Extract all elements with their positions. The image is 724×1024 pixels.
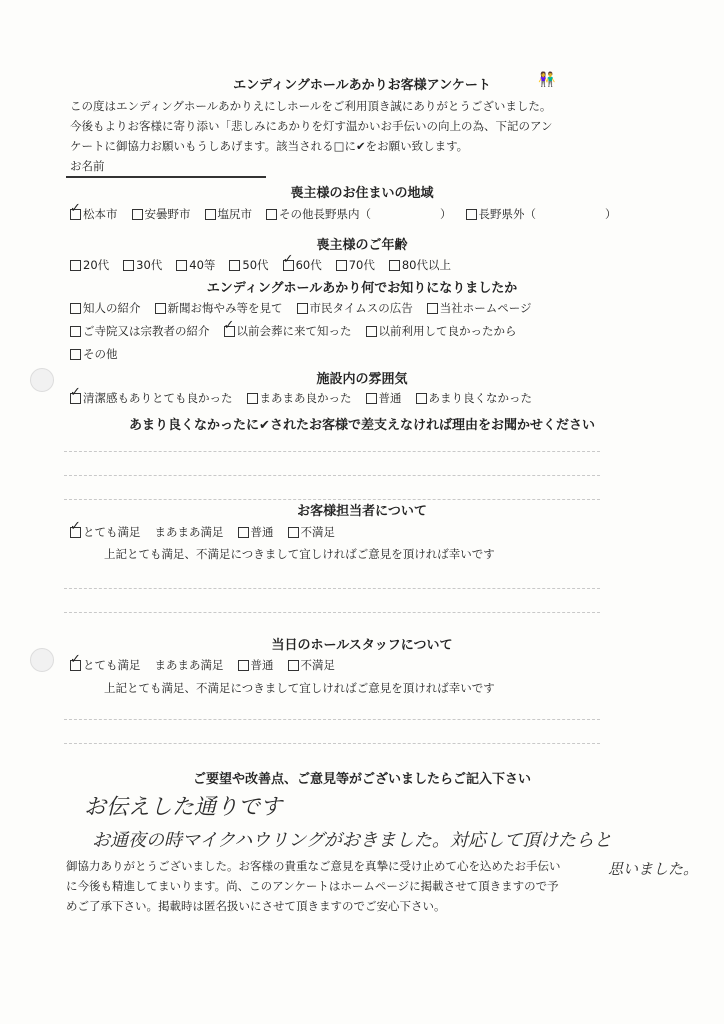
q5-option[interactable]	[155, 524, 224, 540]
q6-options	[70, 657, 349, 673]
option-label: とても満足	[83, 658, 141, 672]
name-label: お名前	[70, 159, 105, 173]
intro-line: この度はエンディングホールあかりえにしホールをご利用頂き誠にありがとうございました。	[70, 99, 552, 113]
q3-option[interactable]	[224, 323, 352, 339]
checkbox[interactable]	[70, 660, 81, 671]
q2-option[interactable]	[176, 257, 215, 273]
handwritten-comment-2: お通夜の時マイクハウリングがおきました。対応して頂けたらと	[92, 830, 612, 851]
q3-option[interactable]	[70, 300, 141, 316]
checkbox[interactable]	[336, 260, 347, 271]
option-label: 市民タイムスの広告	[309, 301, 413, 315]
checkbox[interactable]	[283, 260, 294, 271]
q5-option[interactable]	[70, 524, 141, 540]
checkbox[interactable]	[288, 527, 299, 538]
checkbox[interactable]	[427, 303, 438, 314]
checkbox[interactable]	[238, 527, 249, 538]
checkbox[interactable]	[70, 209, 81, 220]
q5-option[interactable]	[288, 524, 336, 540]
q3-option[interactable]	[366, 323, 517, 339]
q1-heading: 喪主様のお住まいの地域	[290, 186, 434, 201]
checkbox[interactable]	[70, 260, 81, 271]
intro-line: ケートに御協力お願いもうしあげます。該当される□に✔をお願い致します。	[70, 139, 469, 153]
option-label: 長野県外（ ）	[478, 207, 617, 221]
option-label: 80代以上	[401, 258, 451, 272]
checkbox[interactable]	[247, 393, 258, 404]
checkbox[interactable]	[123, 260, 134, 271]
q1-option[interactable]	[70, 206, 118, 222]
checkbox[interactable]	[70, 349, 81, 360]
option-label: 不満足	[300, 658, 335, 672]
q2-option[interactable]	[283, 257, 322, 273]
q5-options	[70, 524, 349, 540]
checkbox[interactable]	[238, 660, 249, 671]
q4-option[interactable]	[247, 390, 352, 406]
option-label: その他	[83, 347, 118, 361]
q3-option[interactable]	[297, 300, 413, 316]
checkbox[interactable]	[288, 660, 299, 671]
answer-line[interactable]	[64, 588, 600, 589]
q1-option[interactable]	[266, 206, 452, 222]
checkbox[interactable]	[205, 209, 216, 220]
intro-text	[70, 96, 670, 156]
q1-option[interactable]	[132, 206, 191, 222]
q5-heading: お客様担当者について	[297, 504, 427, 519]
q1-option[interactable]	[205, 206, 253, 222]
q5-followup: 上記とても満足、不満足につきまして宜しければご意見を頂ければ幸いです	[104, 547, 495, 561]
option-label: 40等	[189, 258, 216, 272]
handwritten-comment-3: 思いました。	[608, 860, 699, 878]
q7-heading: ご要望や改善点、ご意見等がございましたらご記入下さい	[192, 772, 531, 787]
option-label: まあまあ満足	[154, 525, 224, 539]
closing-line: に今後も精進してまいります。尚、このアンケートはホームページに掲載させて頂きますので予	[66, 879, 559, 893]
checkbox[interactable]	[389, 260, 400, 271]
answer-line[interactable]	[64, 719, 600, 720]
answer-line[interactable]	[64, 451, 600, 452]
q2-options	[70, 257, 465, 273]
option-label: あまり良くなかった	[428, 391, 532, 405]
closing-line: 御協力ありがとうございました。お客様の貴重なご意見を真摯に受け止めて心を込めたお手伝い	[66, 859, 561, 873]
q4-followup: あまり良くなかったに✔されたお客様で差支えなければ理由をお聞かせください	[129, 418, 595, 433]
q3-option[interactable]	[155, 300, 283, 316]
checkbox[interactable]	[266, 209, 277, 220]
answer-line[interactable]	[64, 743, 600, 744]
option-label: まあまあ満足	[154, 658, 224, 672]
checkbox[interactable]	[297, 303, 308, 314]
option-label: 20代	[83, 258, 110, 272]
option-label: 安曇野市	[144, 207, 191, 221]
option-label: 以前会葬に来て知った	[236, 324, 352, 338]
q5-option[interactable]	[238, 524, 274, 540]
q2-option[interactable]	[389, 257, 451, 273]
q4-options	[70, 390, 546, 406]
option-label: 塩尻市	[217, 207, 252, 221]
q6-option[interactable]	[288, 657, 336, 673]
checkbox[interactable]	[70, 393, 81, 404]
option-label: 30代	[136, 258, 163, 272]
checkbox[interactable]	[70, 326, 81, 337]
q3-options-row2	[70, 323, 531, 339]
checkbox[interactable]	[70, 303, 81, 314]
q6-heading: 当日のホールスタッフについて	[271, 638, 453, 653]
checkbox[interactable]	[155, 303, 166, 314]
survey-title: エンディングホールあかりお客様アンケート	[233, 78, 491, 93]
option-label: 知人の紹介	[83, 301, 141, 315]
q3-heading: エンディングホールあかり何でお知りになりましたか	[206, 281, 518, 296]
q6-option[interactable]	[155, 657, 224, 673]
option-label: まあまあ良かった	[259, 391, 352, 405]
option-label: 60代	[295, 258, 322, 272]
checkbox[interactable]	[132, 209, 143, 220]
closing-line: めご了承下さい。掲載時は匿名扱いにさせて頂きますのでご安心下さい。	[66, 899, 446, 913]
option-label: 以前利用して良かったから	[378, 324, 517, 338]
q2-heading: 喪主様のご年齢	[316, 238, 408, 253]
name-field[interactable]	[66, 176, 266, 178]
q3-options-row1	[70, 300, 546, 316]
q4-heading: 施設内の雰囲気	[316, 372, 408, 387]
q3-option[interactable]	[427, 300, 532, 316]
option-label: 普通	[250, 658, 274, 672]
q1-options	[70, 206, 631, 222]
q4-option[interactable]	[416, 390, 533, 406]
checkbox[interactable]	[176, 260, 187, 271]
option-label: 普通	[378, 391, 402, 405]
q3-options-row3	[70, 346, 132, 362]
q2-option[interactable]	[123, 257, 162, 273]
q2-option[interactable]	[336, 257, 375, 273]
option-label: 普通	[250, 525, 274, 539]
intro-line: 今後もよりお客様に寄り添い「悲しみにあかりを灯す温かいお手伝いの向上の為、下記のアン	[70, 119, 553, 133]
q6-option[interactable]	[238, 657, 274, 673]
checkbox[interactable]	[466, 209, 477, 220]
handwritten-comment-1: お伝えした通りです	[84, 795, 283, 820]
checkbox[interactable]	[70, 527, 81, 538]
q3-option[interactable]	[70, 346, 118, 362]
q2-option[interactable]	[70, 257, 109, 273]
logo-icon: 👫	[538, 72, 556, 88]
option-label: 新聞お悔やみ等を見て	[167, 301, 283, 315]
option-label: 当社ホームページ	[439, 301, 532, 315]
checkbox[interactable]	[366, 393, 377, 404]
option-label: 清潔感もありとても良かった	[83, 391, 233, 405]
closing-text	[66, 856, 606, 916]
q4-option[interactable]	[70, 390, 233, 406]
option-label: その他長野県内（ ）	[279, 207, 452, 221]
answer-line[interactable]	[64, 612, 600, 613]
q6-option[interactable]	[70, 657, 141, 673]
checkbox[interactable]	[366, 326, 377, 337]
checkbox[interactable]	[229, 260, 240, 271]
answer-line[interactable]	[64, 475, 600, 476]
q2-option[interactable]	[229, 257, 268, 273]
option-label: 50代	[242, 258, 269, 272]
option-label: 70代	[348, 258, 375, 272]
option-label: とても満足	[83, 525, 141, 539]
option-label: 松本市	[83, 207, 118, 221]
checkbox[interactable]	[416, 393, 427, 404]
q1-option[interactable]	[466, 206, 617, 222]
q3-option[interactable]	[70, 323, 210, 339]
q4-option[interactable]	[366, 390, 402, 406]
option-label: 不満足	[300, 525, 335, 539]
option-label: ご寺院又は宗教者の紹介	[83, 324, 210, 338]
checkbox[interactable]	[224, 326, 235, 337]
q6-followup: 上記とても満足、不満足につきまして宜しければご意見を頂ければ幸いです	[104, 681, 495, 695]
